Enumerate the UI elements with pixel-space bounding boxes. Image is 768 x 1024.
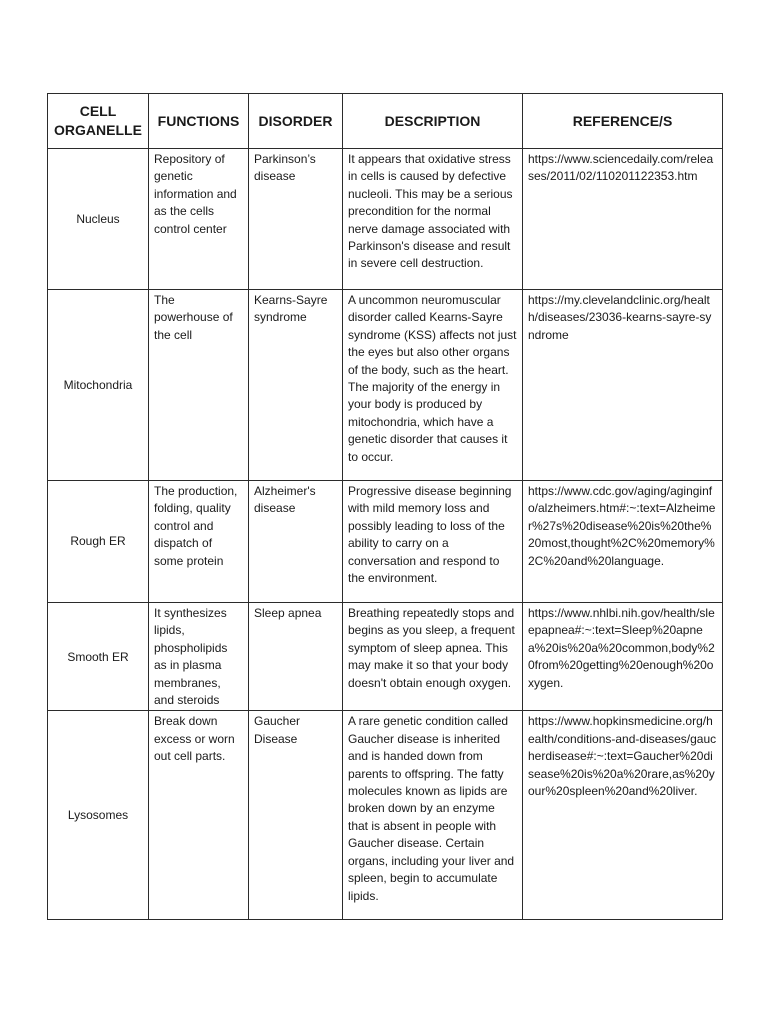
description-cell: Breathing repeatedly stops and begins as you sleep, a frequent symptom of sleep apnea. This may make it so that your body doesn't obtain enough oxygen.	[343, 603, 523, 711]
reference-cell: https://www.cdc.gov/aging/aginginfo/alzheimers.htm#:~:text=Alzheimer%27s%20disease%20is%20the%20most,thought%2C%20memory%2C%20and%20language.	[523, 481, 723, 603]
function-cell: Break down excess or worn out cell parts.	[149, 711, 249, 920]
table-header-row	[48, 94, 723, 149]
organelle-cell: Rough ER	[48, 481, 149, 603]
function-cell: Repository of genetic information and as the cells control center	[149, 149, 249, 290]
disorder-cell: Alzheimer's disease	[249, 481, 343, 603]
function-cell: It synthesizes lipids, phospholipids as in plasma membranes, and steroids	[149, 603, 249, 711]
description-cell: A uncommon neuromuscular disorder called Kearns-Sayre syndrome (KSS) affects not just the eyes but also other organs of the body, such as the heart. The majority of the energy in your body is produced by mitochondria, which have a genetic disorder that causes it to occur.	[343, 290, 523, 481]
table-row	[48, 290, 723, 481]
reference-cell: https://www.sciencedaily.com/releases/2011/02/110201122353.htm	[523, 149, 723, 290]
reference-cell: https://my.clevelandclinic.org/health/diseases/23036-kearns-sayre-syndrome	[523, 290, 723, 481]
function-cell: The production, folding, quality control and dispatch of some protein	[149, 481, 249, 603]
header-references: REFERENCE/S	[523, 94, 723, 149]
function-cell: The powerhouse of the cell	[149, 290, 249, 481]
disorder-cell: Gaucher Disease	[249, 711, 343, 920]
disorder-cell: Kearns-Sayre syndrome	[249, 290, 343, 481]
description-cell: A rare genetic condition called Gaucher disease is inherited and is handed down from parents to offspring. The fatty molecules known as lipids are broken down by an enzyme that is absent in people with Gaucher disease. Certain organs, including your liver and spleen, begin to accumulate lipids.	[343, 711, 523, 920]
header-functions: FUNCTIONS	[149, 94, 249, 149]
table-row	[48, 481, 723, 603]
header-organelle-line2: ORGANELLE	[54, 122, 142, 138]
organelle-table	[47, 93, 723, 920]
organelle-cell: Mitochondria	[48, 290, 149, 481]
header-description: DESCRIPTION	[343, 94, 523, 149]
table-row	[48, 603, 723, 711]
organelle-cell: Smooth ER	[48, 603, 149, 711]
reference-cell: https://www.nhlbi.nih.gov/health/sleepapnea#:~:text=Sleep%20apnea%20is%20a%20common,body%20from%20getting%20enough%20oxygen.	[523, 603, 723, 711]
organelle-cell: Nucleus	[48, 149, 149, 290]
header-cell-organelle	[48, 94, 149, 149]
header-disorder: DISORDER	[249, 94, 343, 149]
description-cell: Progressive disease beginning with mild memory loss and possibly leading to loss of the ability to carry on a conversation and respond to the environment.	[343, 481, 523, 603]
organelle-cell: Lysosomes	[48, 711, 149, 920]
description-cell: It appears that oxidative stress in cells is caused by defective nucleoli. This may be a serious precondition for the normal nerve damage associated with Parkinson's disease and result in severe cell destruction.	[343, 149, 523, 290]
table-row	[48, 711, 723, 920]
header-organelle-line1: CELL	[79, 103, 117, 119]
reference-cell: https://www.hopkinsmedicine.org/health/conditions-and-diseases/gaucherdisease#:~:text=Gaucher%20disease%20is%20a%20rare,as%20your%20spleen%20and%20liver.	[523, 711, 723, 920]
disorder-cell: Parkinson’s disease	[249, 149, 343, 290]
table-row	[48, 149, 723, 290]
disorder-cell: Sleep apnea	[249, 603, 343, 711]
